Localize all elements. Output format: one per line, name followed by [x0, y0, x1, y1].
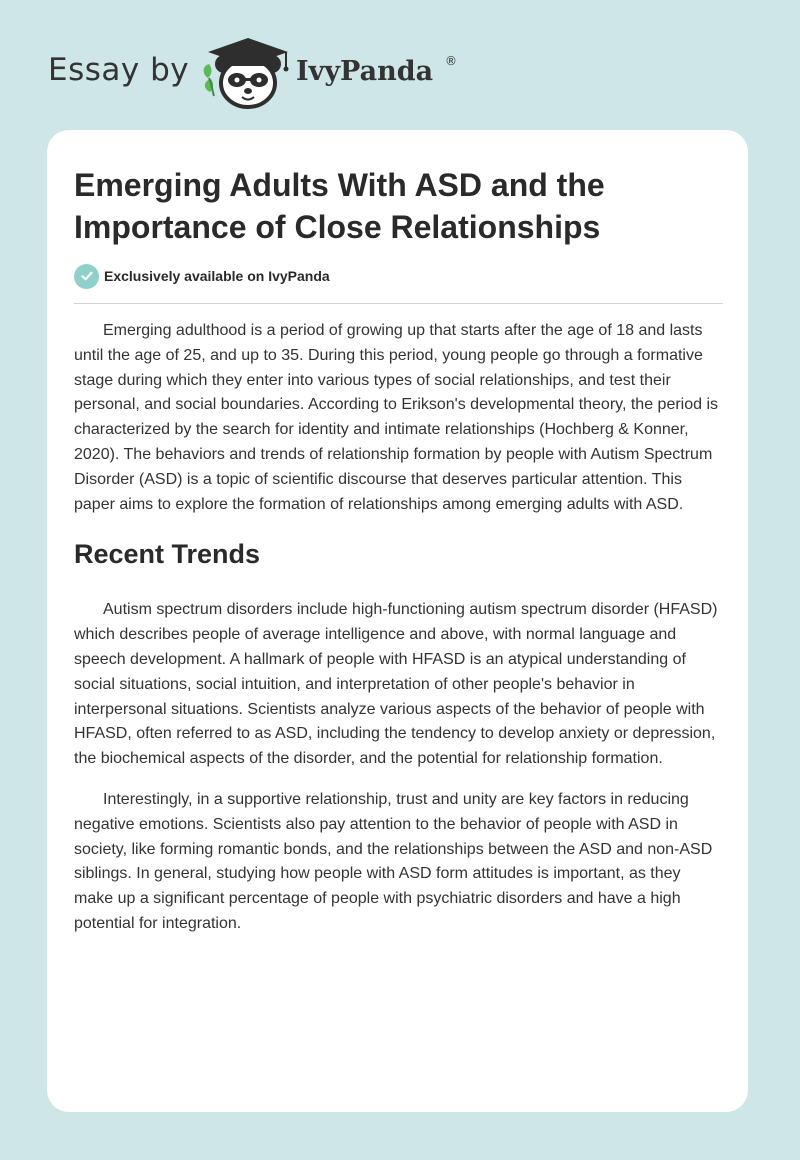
article-title: Emerging Adults With ASD and the Importance of Close Relationships: [74, 167, 605, 245]
exclusive-label: Exclusively available on IvyPanda: [104, 268, 330, 284]
check-circle-icon: [74, 264, 99, 289]
registered-mark: ®: [445, 54, 457, 68]
exclusive-badge: [74, 263, 330, 289]
section-paragraph: Autism spectrum disorders include high-functioning autism spectrum disorder (HFASD) which describes people of average intelligence and above, with normal language and speech development. A hallmark of people with HFASD is an atypical understanding of social situations, social intuition, and interpretation of other people's behavior in interpersonal situations. Scientists analyze various aspects of the behavior of people with HFASD, often referred to as ASD, including the tendency to develop anxiety or depression, the biochemical aspects of the disorder, and the potential for relationship formation.: [74, 601, 718, 768]
essay-by-label: Essay by: [48, 52, 190, 88]
section-heading: Recent Trends: [74, 539, 261, 570]
site-header: [48, 34, 468, 114]
article-card: [47, 130, 748, 1112]
brand-name[interactable]: IvyPanda: [296, 56, 434, 87]
panda-logo-icon[interactable]: [200, 34, 296, 110]
title-divider: [74, 303, 723, 304]
section-paragraph: Interestingly, in a supportive relationship, trust and unity are key factors in reducing negative emotions. Scientists also pay attention to the behavior of people with ASD in society, like forming romantic bonds, and the relationships between the ASD and non-ASD siblings. In general, studying how people with ASD form attitudes is important, as they make up a significant percentage of people with psychiatric disorders and have a high potential for integration.: [74, 790, 713, 932]
article-body: [74, 319, 723, 937]
intro-paragraph: Emerging adulthood is a period of growing up that starts after the age of 18 and lasts until the age of 25, and up to 35. During this period, young people go through a formative stage during which they enter into various types of social relationships, and test their personal, and social boundaries. According to Erikson's developmental theory, the period is characterized by the search for identity and intimate relationships (Hochberg & Konner, 2020). The behaviors and trends of relationship formation by people with Autism Spectrum Disorder (ASD) is a topic of scientific discourse that deserves particular attention. This paper aims to explore the formation of relationships among emerging adults with ASD.: [74, 322, 719, 513]
